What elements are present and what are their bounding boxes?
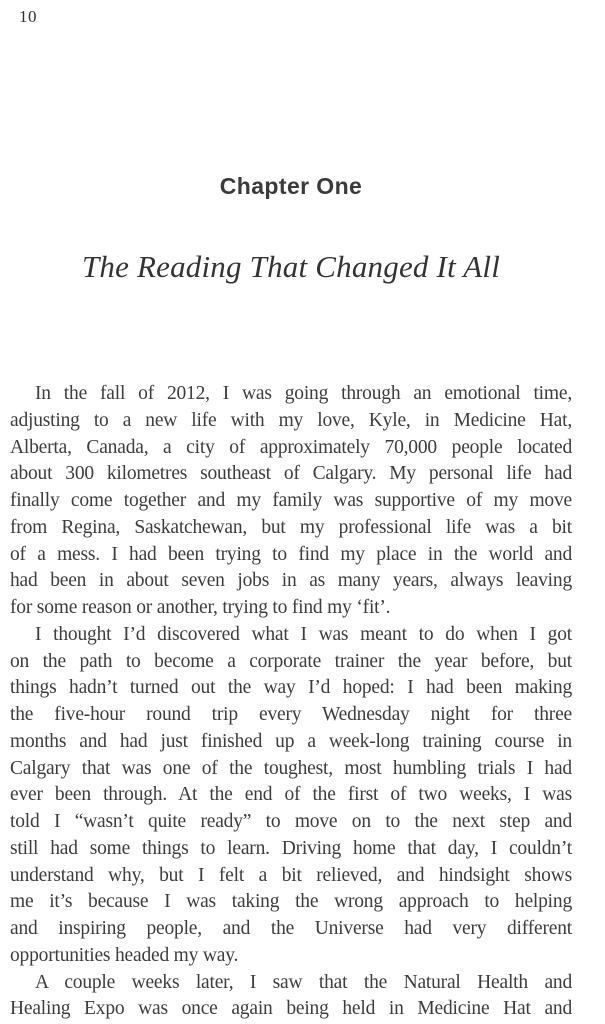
chapter-heading: Chapter One xyxy=(219,173,363,199)
text-line: still had some things to learn. Driving home that day, I couldn’t xyxy=(10,837,572,859)
text-line: understand why, but I felt a bit relieved, and hindsight shows xyxy=(10,864,572,886)
paragraph xyxy=(10,970,572,1024)
text-line: from Regina, Saskatchewan, but my professional life was a bit xyxy=(10,516,572,538)
text-line: had been in about seven jobs in as many years, always leaving xyxy=(10,570,572,592)
text-line: In the fall of 2012, I was going through an emotional time, xyxy=(35,383,572,404)
text-line: on the path to become a corporate trainer the year before, but xyxy=(10,650,572,672)
body-text xyxy=(10,381,572,1023)
text-line: opportunities headed my way. xyxy=(10,944,239,966)
text-line: months and had just finished up a week-long training course in xyxy=(10,730,572,752)
text-line: and inspiring people, and the Universe had very different xyxy=(10,918,572,939)
text-line: things hadn’t turned out the way I’d hoped: I had been making xyxy=(10,677,572,699)
text-line: Healing Expo was once again being held in Medicine Hat and xyxy=(10,998,572,1020)
text-line: for some reason or another, trying to find my ‘fit’. xyxy=(10,597,391,618)
text-line: ever been through. At the end of the first of two weeks, I was xyxy=(10,784,572,806)
paragraph xyxy=(10,381,572,622)
text-line: Alberta, Canada, a city of approximately 70,000 people located xyxy=(10,436,572,458)
text-line: told I “wasn’t quite ready” to move on to the next step and xyxy=(10,811,572,832)
text-line: A couple weeks later, I saw that the Natural Health and xyxy=(35,971,572,993)
chapter-title: The Reading That Changed It All xyxy=(81,249,501,284)
page-number: 10 xyxy=(19,7,37,26)
paragraph xyxy=(10,622,572,970)
text-line: finally come together and my family was supportive of my move xyxy=(10,490,572,511)
text-line: about 300 kilometres southeast of Calgary. My personal life had xyxy=(10,463,572,485)
text-line: I thought I’d discovered what I was meant to do when I got xyxy=(35,623,572,645)
text-line: adjusting to a new life with my love, Kyle, in Medicine Hat, xyxy=(10,409,572,431)
text-line: me it’s because I was taking the wrong approach to helping xyxy=(10,891,572,913)
text-line: Calgary that was one of the toughest, most humbling trials I had xyxy=(10,757,572,779)
text-line: of a mess. I had been trying to find my place in the world and xyxy=(10,543,572,565)
text-line: the five-hour round trip every Wednesday night for three xyxy=(10,704,572,725)
